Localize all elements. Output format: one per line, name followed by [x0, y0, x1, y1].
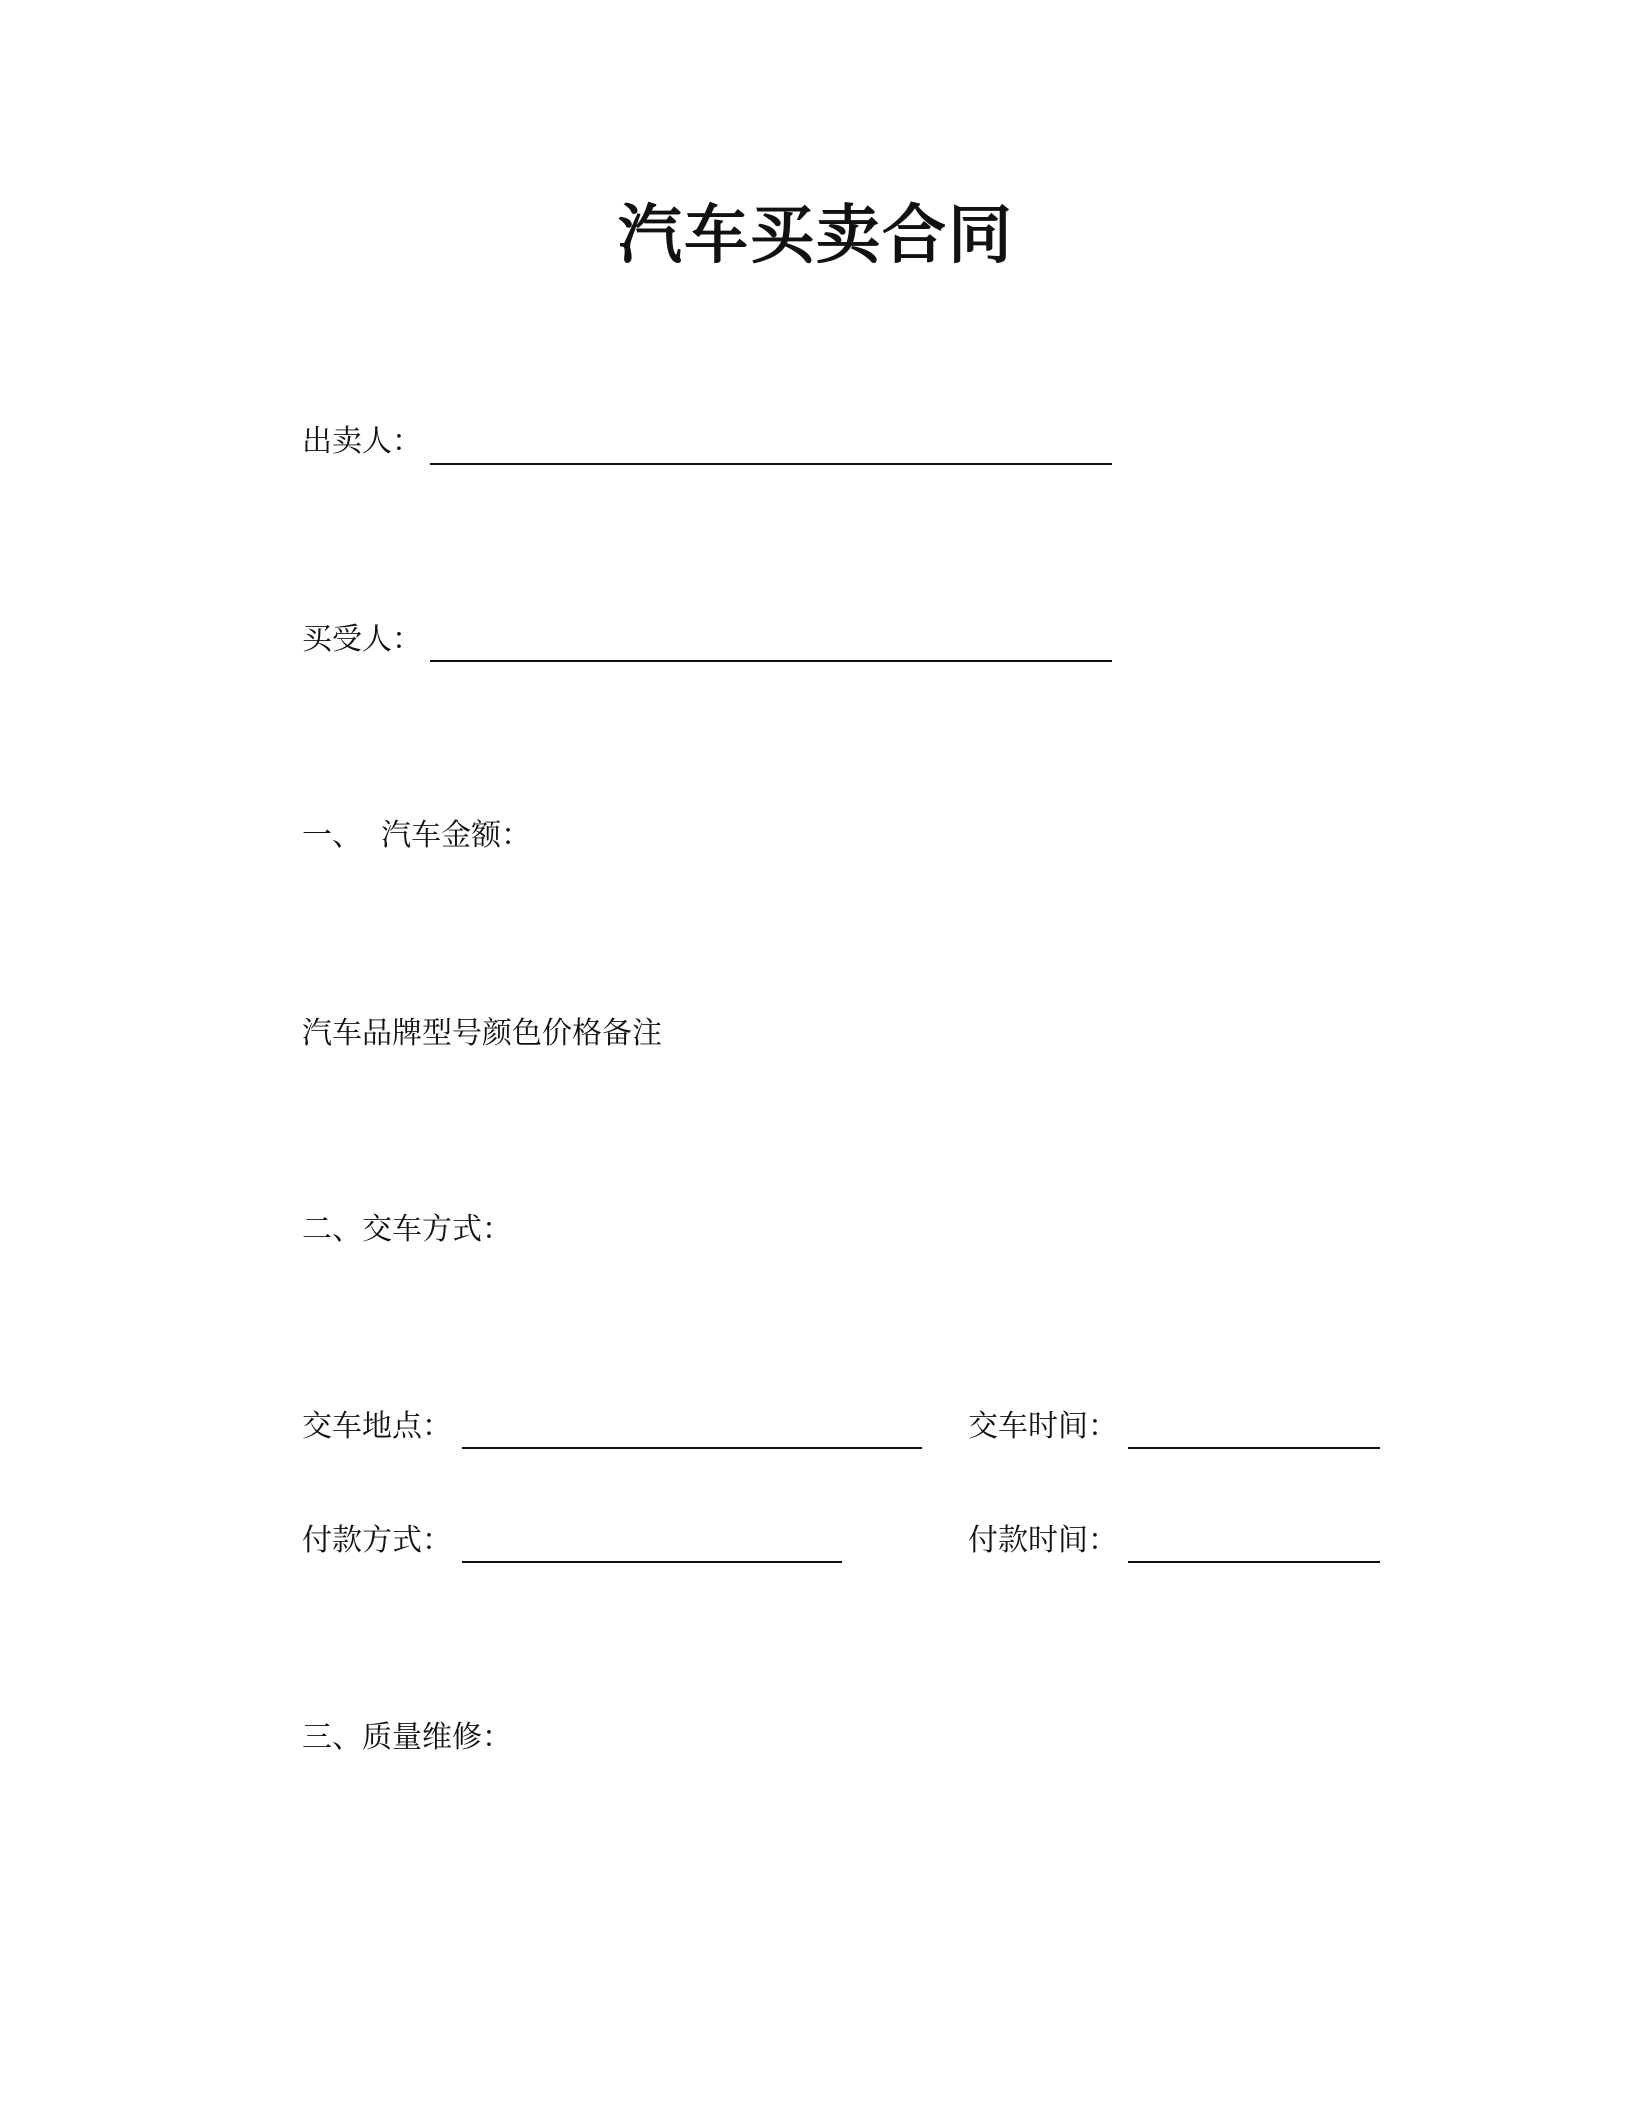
- delivery-place-label: 交车地点：: [302, 1409, 452, 1444]
- payment-method-label: 付款方式：: [302, 1523, 452, 1558]
- payment-method-fill-line[interactable]: [462, 1561, 842, 1563]
- delivery-place-fill-line[interactable]: [462, 1447, 922, 1449]
- section-delivery-heading: 二、交车方式：: [302, 1212, 512, 1247]
- delivery-time-label: 交车时间：: [968, 1409, 1118, 1444]
- seller-label: 出卖人：: [302, 424, 422, 459]
- section-amount-heading: 一、 汽车金额：: [302, 818, 532, 853]
- buyer-label: 买受人：: [302, 622, 422, 657]
- buyer-fill-line[interactable]: [430, 660, 1112, 662]
- seller-fill-line[interactable]: [430, 463, 1112, 465]
- payment-time-label: 付款时间：: [968, 1523, 1118, 1558]
- section-quality-heading: 三、质量维修：: [302, 1720, 512, 1755]
- payment-time-fill-line[interactable]: [1128, 1561, 1380, 1563]
- amount-table-header: 汽车品牌型号颜色价格备注: [302, 1016, 662, 1051]
- delivery-time-fill-line[interactable]: [1128, 1447, 1380, 1449]
- document-title: 汽车买卖合同: [618, 199, 1014, 273]
